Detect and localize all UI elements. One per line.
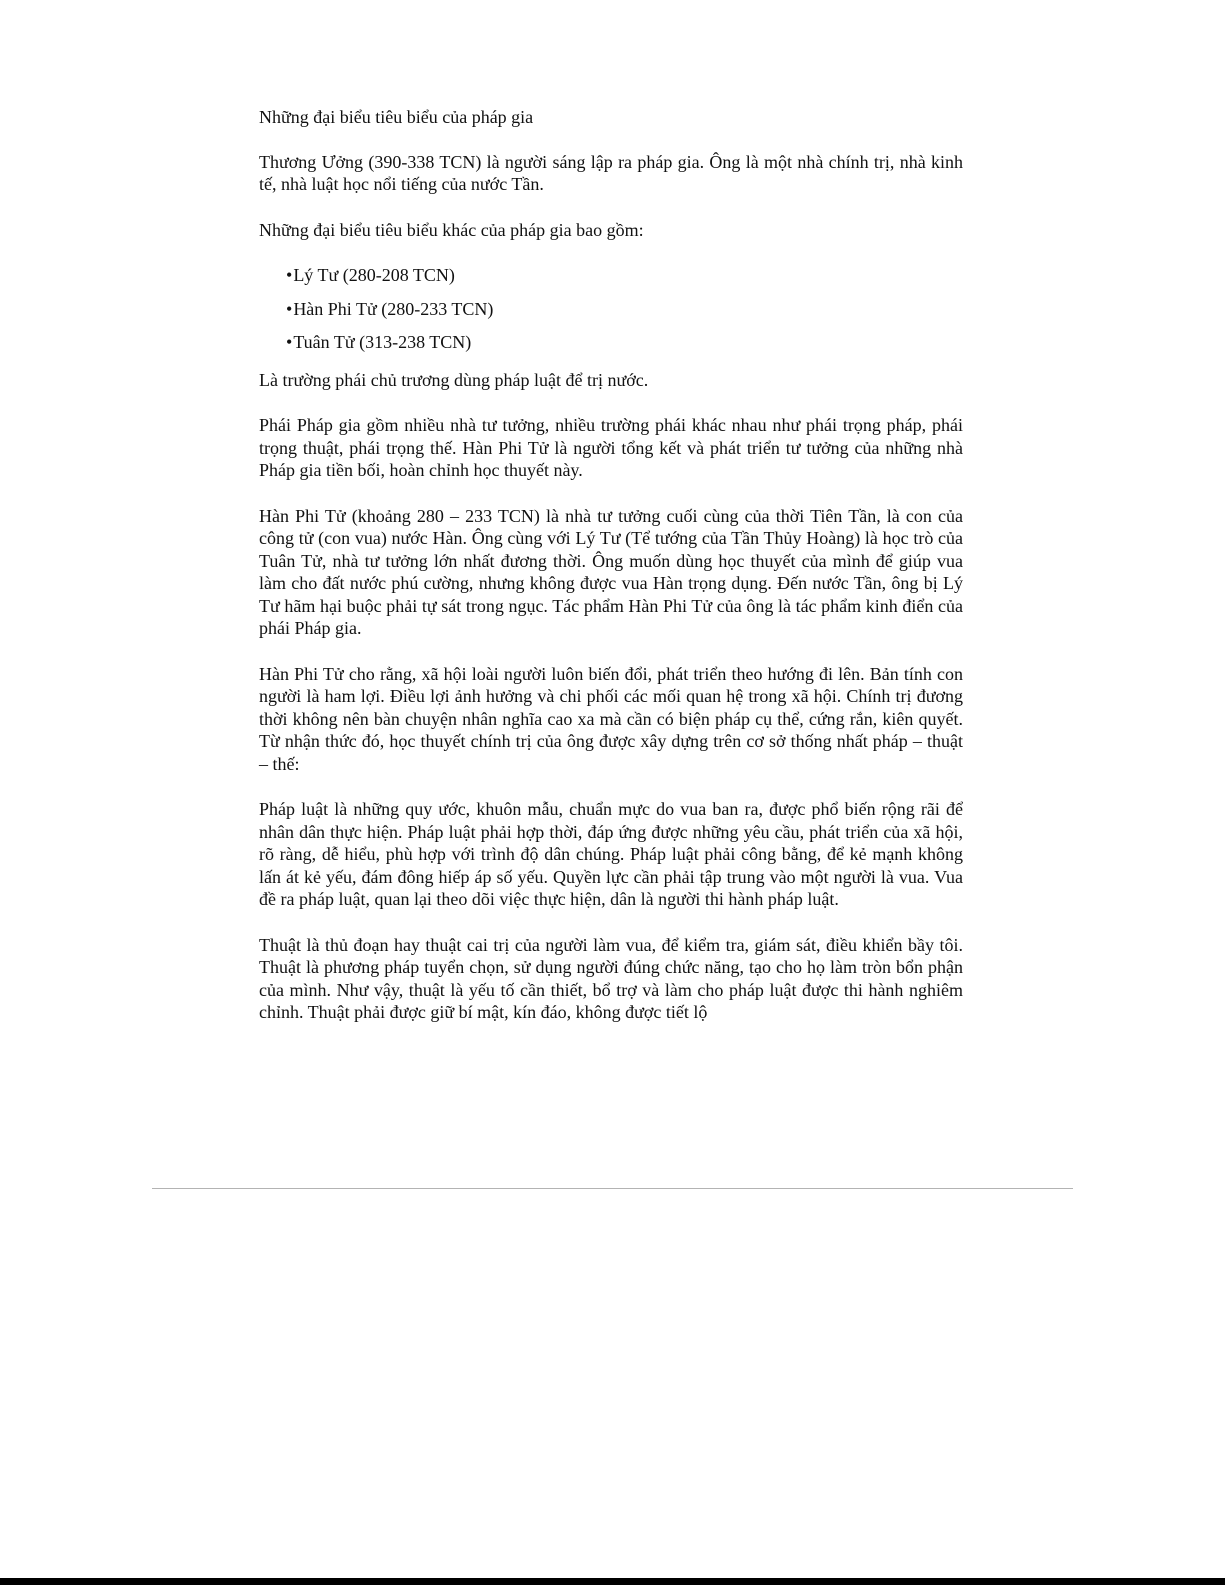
body-paragraph: Hàn Phi Tử cho rằng, xã hội loài người luôn biến đổi, phát triển theo hướng đi lên. Bản tính con người là ham lợi. Điều lợi ảnh hưởng và chi phối các mối quan hệ trong xã hội. Chính trị đương thời không nên bàn chuyện nhân nghĩa cao xa mà cần có biện pháp cụ thể, cứng rắn, kiên quyết. Từ nhận thức đó, học thuyết chính trị của ông được xây dựng trên cơ sở thống nhất pháp – thuật – thế: xyxy=(259,663,963,774)
list-item-text: Lý Tư (280-208 TCN) xyxy=(293,265,455,285)
list-item xyxy=(286,264,963,287)
list-item xyxy=(286,331,963,354)
body-paragraph: Là trường phái chủ trương dùng pháp luật để trị nước. xyxy=(259,369,649,390)
list-item-text: Tuân Tử (313-238 TCN) xyxy=(293,332,472,352)
body-paragraph: Thuật là thủ đoạn hay thuật cai trị của người làm vua, để kiểm tra, giám sát, điều khiển bầy tôi. Thuật là phương pháp tuyển chọn, sử dụng người đúng chức năng, tạo cho họ làm tròn bổn phận của mình. Như vậy, thuật là yếu tố cần thiết, bổ trợ và làm cho pháp luật được thi hành nghiêm chỉnh. Thuật phải được giữ bí mật, kín đáo, không được tiết lộ xyxy=(259,934,963,1022)
intro-paragraph: Thương Ưởng (390-338 TCN) là người sáng lập ra pháp gia. Ông là một nhà chính trị, nhà kinh tế, nhà luật học nổi tiếng của nước Tần. xyxy=(259,151,963,194)
section-heading: Những đại biểu tiêu biểu của pháp gia xyxy=(259,107,534,127)
body-paragraph: Phái Pháp gia gồm nhiều nhà tư tưởng, nhiều trường phái khác nhau như phái trọng pháp, phái trọng thuật, phái trọng thế. Hàn Phi Tử là người tổng kết và phát triển tư tưởng của những nhà Pháp gia tiền bối, hoàn chỉnh học thuyết này. xyxy=(259,415,963,480)
bullet-icon: • xyxy=(286,265,293,285)
list-item-text: Hàn Phi Tử (280-233 TCN) xyxy=(293,298,494,319)
body-paragraph: Pháp luật là những quy ước, khuôn mẫu, chuẩn mực do vua ban ra, được phổ biến rộng rãi để nhân dân thực hiện. Pháp luật phải hợp thời, đáp ứng được những yêu cầu, phát triển của xã hội, rõ ràng, dễ hiểu, phù hợp với trình độ dân chúng. Pháp luật phải công bằng, để kẻ mạnh không lấn át kẻ yếu, đám đông hiếp áp số yếu. Quyền lực cần phải tập trung vào một người là vua. Vua đề ra pháp luật, quan lại theo dõi việc thực hiện, dân là người thi hành pháp luật. xyxy=(259,799,963,909)
body-paragraph: Hàn Phi Tử (khoảng 280 – 233 TCN) là nhà tư tưởng cuối cùng của thời Tiên Tần, là con của công tử (con vua) nước Hàn. Ông cùng với Lý Tư (Tể tướng của Tần Thủy Hoàng) là học trò của Tuân Tử, nhà tư tưởng lớn nhất đương thời. Ông muốn dùng học thuyết của mình để giúp vua làm cho đất nước phú cường, nhưng không được vua Hàn trọng dụng. Đến nước Tần, ông bị Lý Tư hãm hại buộc phải tự sát trong ngục. Tác phẩm Hàn Phi Tử của ông là tác phẩm kinh điển của phái Pháp gia. xyxy=(259,505,963,638)
bullet-icon: • xyxy=(286,332,293,352)
list-item xyxy=(286,298,963,321)
bottom-edge-bar xyxy=(0,1578,1225,1585)
page-divider xyxy=(152,1188,1073,1189)
representatives-list xyxy=(259,264,963,354)
list-intro: Những đại biểu tiêu biểu khác của pháp gia bao gồm: xyxy=(259,219,644,240)
bullet-icon: • xyxy=(286,298,293,319)
page-content xyxy=(259,106,963,1047)
